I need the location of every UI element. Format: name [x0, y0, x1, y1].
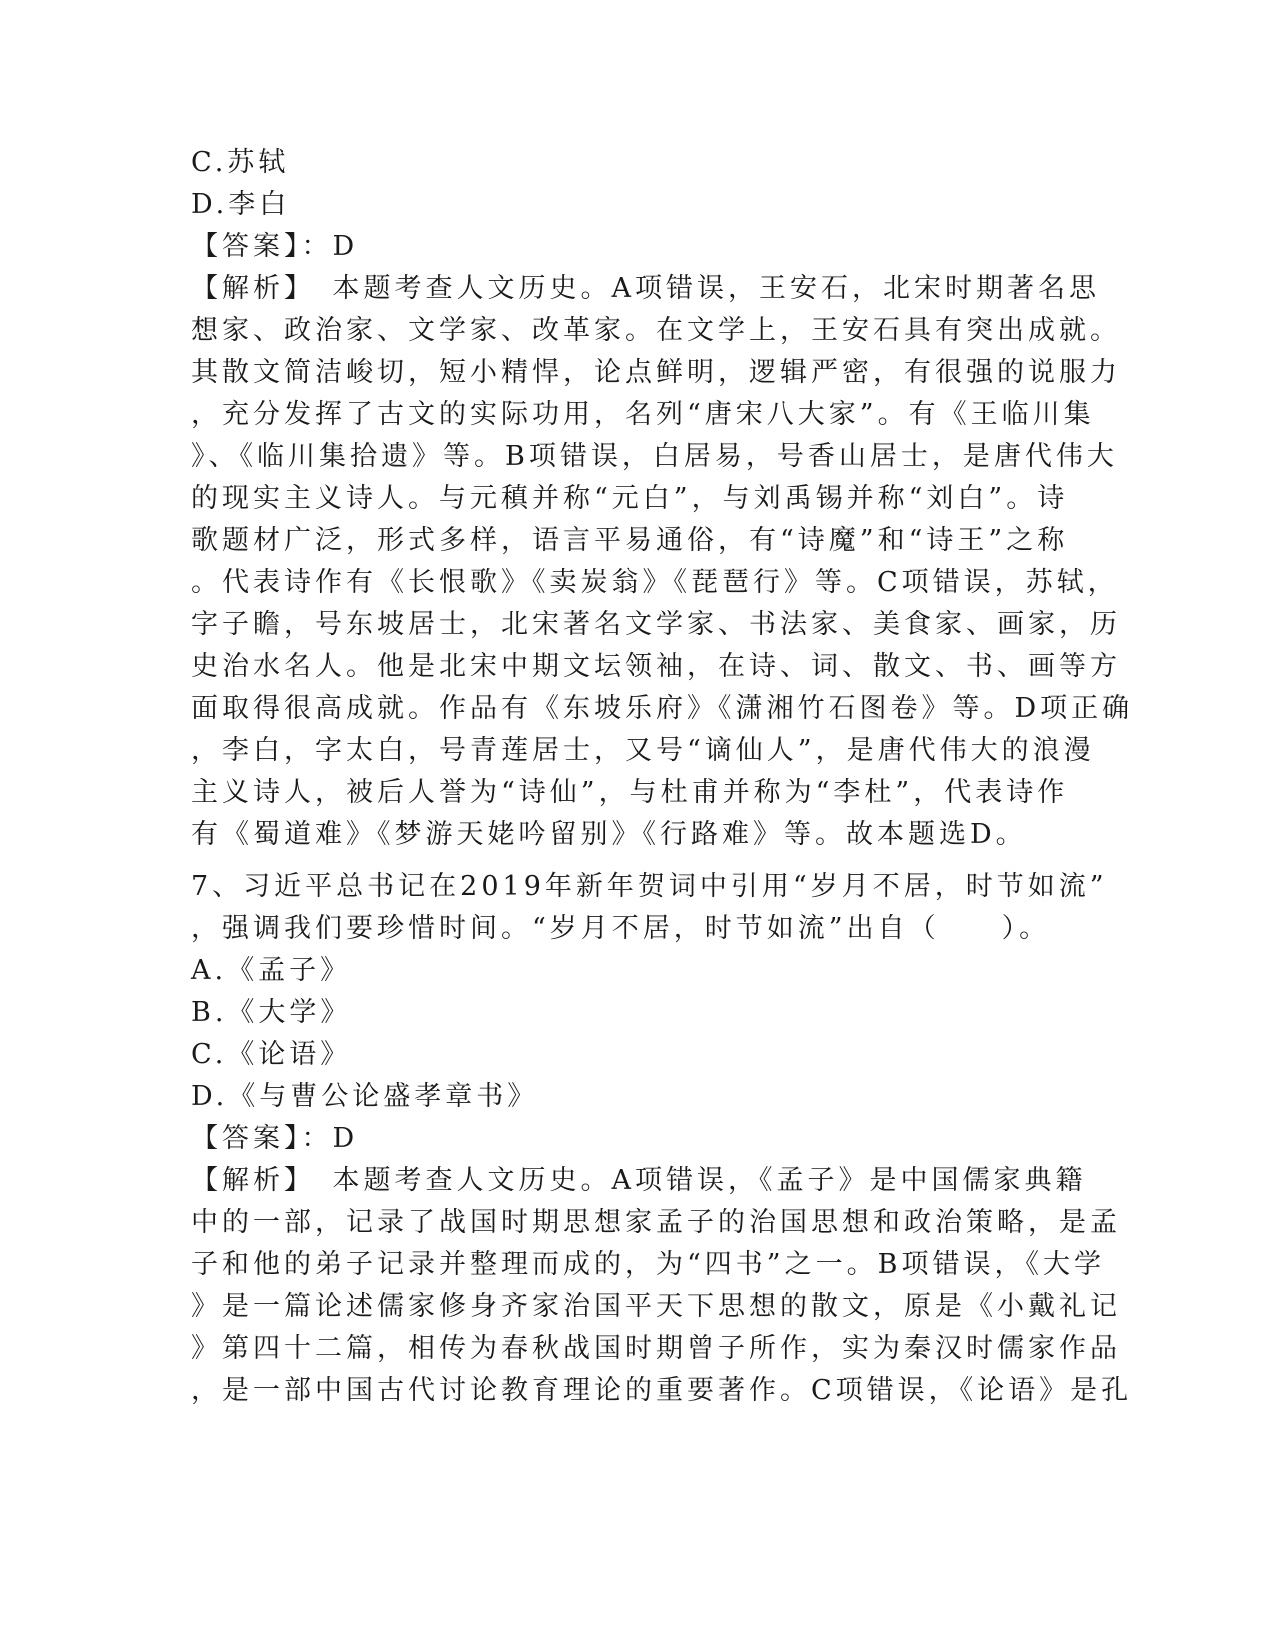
analysis-line: 其散文简洁峻切，短小精悍，论点鲜明，逻辑严密，有很强的说服力	[191, 357, 1121, 388]
question-stem: ，强调我们要珍惜时间。“岁月不居，时节如流”出自（ ）。	[191, 913, 1051, 944]
analysis-line: 》、《临川集拾遗》等。B项错误，白居易，号香山居士，是唐代伟大	[191, 441, 1118, 472]
answer-line: 【答案】：D	[191, 1123, 359, 1154]
analysis-line: 有《蜀道难》《梦游天姥吟留别》《行路难》等。故本题选D。	[191, 819, 1027, 850]
analysis-line: 。代表诗作有《长恨歌》《卖炭翁》《琵琶行》等。C项错误，苏轼，	[191, 567, 1119, 598]
analysis-line: 字子瞻，号东坡居士，北宋著名文学家、书法家、美食家、画家，历	[191, 609, 1121, 640]
analysis-line: ，充分发挥了古文的实际功用，名列“唐宋八大家”。有《王临川集	[191, 399, 1095, 430]
analysis-line: 史治水名人。他是北宋中期文坛领袖，在诗、词、散文、书、画等方	[191, 651, 1121, 682]
analysis-line: 》第四十二篇，相传为春秋战国时期曾子所作，实为秦汉时儒家作品	[191, 1333, 1121, 1364]
analysis-line: 面取得很高成就。作品有《东坡乐府》《潇湘竹石图卷》等。D项正确	[191, 693, 1134, 724]
analysis-line: ，李白，字太白，号青莲居士，又号“谪仙人”，是唐代伟大的浪漫	[191, 735, 1095, 766]
analysis-line: 【解析】 本题考查人文历史。A项错误，《孟子》是中国儒家典籍	[191, 1165, 1087, 1196]
analysis-line: 》是一篇论述儒家修身齐家治国平天下思想的散文，原是《小戴礼记	[191, 1291, 1121, 1322]
option-d: D.李白	[191, 189, 291, 220]
analysis-line: 歌题材广泛，形式多样，语言平易通俗，有“诗魔”和“诗王”之称	[191, 525, 1069, 556]
analysis-line: 中的一部，记录了战国时期思想家孟子的治国思想和政治策略，是孟	[191, 1207, 1121, 1238]
question-stem: 7、习近平总书记在2019年新年贺词中引用“岁月不居，时节如流”	[191, 871, 1108, 902]
analysis-line: ，是一部中国古代讨论教育理论的重要著作。C项错误，《论语》是孔	[191, 1375, 1133, 1406]
analysis-line: 子和他的弟子记录并整理而成的，为“四书”之一。B项错误，《大学	[191, 1249, 1105, 1280]
analysis-line: 想家、政治家、文学家、改革家。在文学上，王安石具有突出成就。	[191, 315, 1121, 346]
option-c: C.《论语》	[191, 1039, 352, 1070]
analysis-line: 【解析】 本题考查人文历史。A项错误，王安石，北宋时期著名思	[191, 273, 1100, 304]
option-b: B.《大学》	[191, 997, 352, 1028]
option-d: D.《与曹公论盛孝章书》	[191, 1081, 539, 1112]
analysis-line: 主义诗人，被后人誉为“诗仙”，与杜甫并称为“李杜”，代表诗作	[191, 777, 1069, 808]
option-a: A.《孟子》	[191, 955, 352, 986]
analysis-line: 的现实主义诗人。与元稹并称“元白”，与刘禹锡并称“刘白”。诗	[191, 483, 1069, 514]
answer-line: 【答案】：D	[191, 231, 359, 262]
option-c: C.苏轼	[191, 147, 290, 178]
